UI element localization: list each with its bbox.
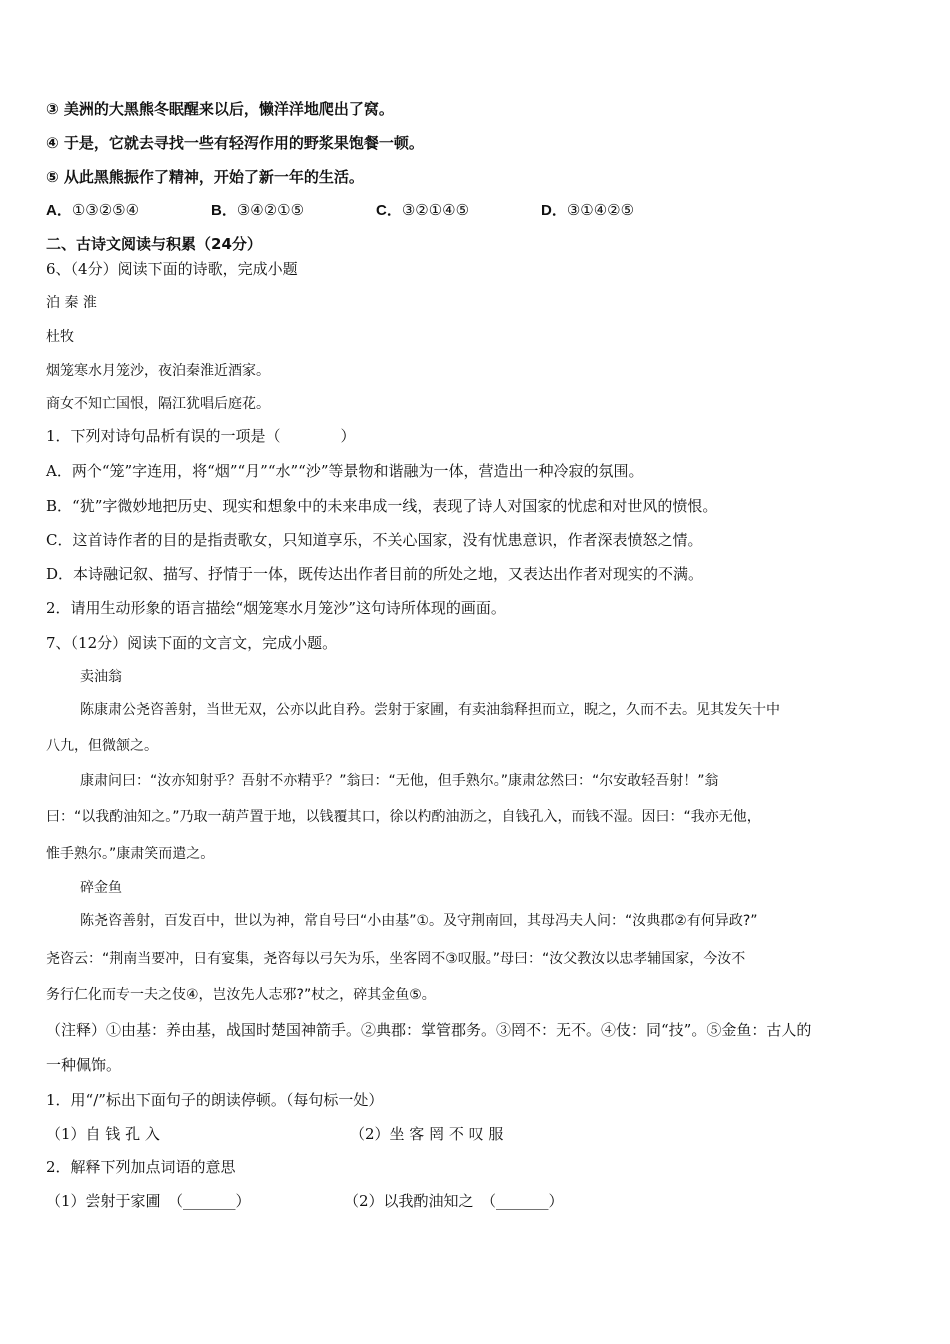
poem-line-2: 商女不知亡国恨，隔江犹唱后庭花。 (46, 396, 270, 412)
q7-sub2-item-1: （1）尝射于家圃 （_______） (46, 1192, 251, 1210)
q6-sub1: 1．下列对诗句品析有误的一项是（ ） (46, 427, 356, 445)
option-d[interactable]: D．③①④②⑤ (541, 201, 635, 219)
answer-options (46, 199, 916, 221)
text2-line1: 陈尧咨善射，百发百中，世以为神，常自号曰“小由基”①。及守荆南回，其母冯夫人问：“汝典郡②有何异政?” (80, 913, 758, 929)
option-a[interactable]: A．①③②⑤④ (46, 201, 140, 219)
text1-p2-line3: 惟手熟尔。”康肃笑而遣之。 (46, 846, 215, 862)
text1-p2-line2: 曰：“以我酌油知之。”乃取一葫芦置于地，以钱覆其口，徐以杓酌油沥之，自钱孔入，而钱不湿。因曰：“我亦无他， (46, 809, 761, 825)
q6-choice-d: D．本诗融记叙、描写、抒情于一体，既传达出作者目前的所处之地，又表达出作者对现实的不满。 (46, 565, 704, 583)
text1-title: 卖油翁 (80, 669, 122, 685)
poem-author: 杜牧 (46, 329, 74, 345)
ordering-item-4: ④ 于是，它就去寻找一些有轻泻作用的野浆果饱餐一顿。 (46, 134, 424, 152)
q6-sub2: 2．请用生动形象的语言描绘“烟笼寒水月笼沙”这句诗所体现的画面。 (46, 599, 506, 617)
q6-choice-b: B．“犹”字微妙地把历史、现实和想象中的未来串成一线，表现了诗人对国家的忧虑和对世风的愤恨。 (46, 497, 718, 515)
option-c[interactable]: C．③②①④⑤ (376, 201, 470, 219)
q7-sub2: 2．解释下列加点词语的意思 (46, 1158, 236, 1176)
text2-title: 碎金鱼 (80, 880, 122, 896)
q7-sub1-items (46, 1123, 916, 1145)
q7-sub1: 1．用“/”标出下面句子的朗读停顿。（每句标一处） (46, 1091, 384, 1109)
q6-prompt: 6、（4分）阅读下面的诗歌，完成小题 (46, 260, 298, 278)
option-b[interactable]: B．③④②①⑤ (211, 201, 305, 219)
ordering-item-3: ③ 美洲的大黑熊冬眠醒来以后，懒洋洋地爬出了窝。 (46, 100, 394, 118)
q6-choice-a: A．两个“笼”字连用，将“烟”“月”“水”“沙”等景物和谐融为一体，营造出一种冷寂的氛围。 (46, 462, 644, 480)
notes-line-1: （注释）①由基：养由基，战国时楚国神箭手。②典郡：掌管郡务。③罔不：无不。④伎：同“技”。⑤金鱼：古人的 (46, 1021, 812, 1039)
q7-sub1-item-1: （1）自 钱 孔 入 (46, 1125, 160, 1143)
poem-line-1: 烟笼寒水月笼沙，夜泊秦淮近酒家。 (46, 363, 270, 379)
q7-prompt: 7、（12分）阅读下面的文言文，完成小题。 (46, 634, 338, 652)
q7-sub2-item-2: （2）以我酌油知之 （_______） (344, 1192, 564, 1210)
q7-sub1-item-2: （2）坐 客 罔 不 叹 服 (350, 1125, 504, 1143)
q7-sub2-items (46, 1190, 916, 1212)
text2-line3: 务行仁化而专一夫之伎④，岂汝先人志邪?”杖之，碎其金鱼⑤。 (46, 987, 436, 1003)
poem-title: 泊 秦 淮 (46, 295, 97, 311)
notes-line-2: 一种佩饰。 (46, 1056, 122, 1074)
ordering-item-5: ⑤ 从此黑熊振作了精神，开始了新一年的生活。 (46, 168, 364, 186)
text1-p1-line1: 陈康肃公尧咨善射，当世无双，公亦以此自矜。尝射于家圃，有卖油翁释担而立，睨之，久而不去。见其发矢十中 (80, 702, 780, 718)
text2-line2: 尧咨云：“荆南当要冲，日有宴集，尧咨每以弓矢为乐，坐客罔不③叹服。”母曰：“汝父教汝以忠孝辅国家，今汝不 (46, 951, 746, 967)
text1-p1-line2: 八九，但微颔之。 (46, 738, 158, 754)
q6-choice-c: C．这首诗作者的目的是指责歌女，只知道享乐，不关心国家，没有忧患意识，作者深表愤怒之情。 (46, 531, 703, 549)
text1-p2-line1: 康肃问曰：“汝亦知射乎？吾射不亦精乎？”翁曰：“无他，但手熟尔。”康肃忿然曰：“尔安敢轻吾射！”翁 (80, 773, 719, 789)
section-heading: 二、古诗文阅读与积累（24分） (46, 235, 262, 253)
